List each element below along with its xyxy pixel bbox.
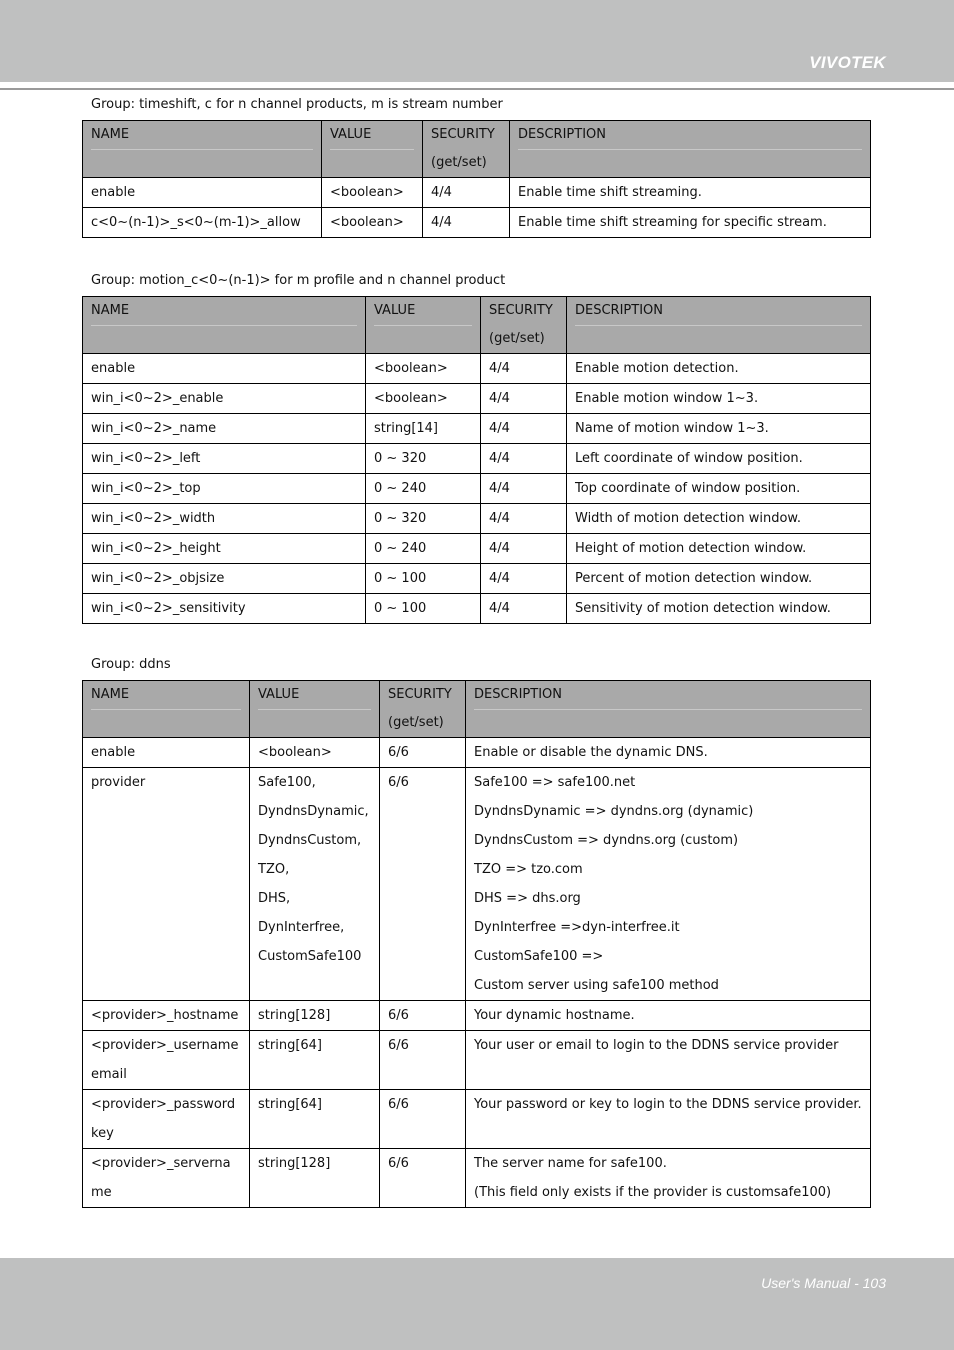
col-header-name: NAME [83, 681, 250, 738]
cell-description-line: Enable or disable the dynamic DNS. [474, 745, 708, 760]
cell-value: 0 ~ 100 [366, 564, 481, 594]
cell-description-line: (This field only exists if the provider is customsafe100) [474, 1185, 832, 1200]
cell-name-line: <provider>_serverna [91, 1156, 231, 1171]
table-row [83, 1149, 871, 1208]
table-header-row [83, 297, 871, 354]
cell-description: Name of motion window 1~3. [567, 414, 871, 444]
cell-name: win_i<0~2>_left [83, 444, 366, 474]
col-header-description: DESCRIPTION [466, 681, 871, 738]
cell-security: 4/4 [481, 504, 567, 534]
cell-value: <boolean> [366, 354, 481, 384]
cell-name: c<0~(n-1)>_s<0~(m-1)>_allow [83, 208, 322, 238]
cell-description: Width of motion detection window. [567, 504, 871, 534]
cell-security: 4/4 [481, 384, 567, 414]
cell-value-line: DynInterfree, [258, 920, 345, 935]
cell-value-line: DyndnsDynamic, [258, 804, 369, 819]
header-rule [0, 88, 954, 90]
cell-value-line: Safe100, [258, 775, 316, 790]
cell-value-line: string[64] [258, 1038, 323, 1053]
cell-name-line: key [91, 1126, 114, 1141]
cell-name [83, 738, 250, 768]
cell-value: <boolean> [322, 208, 423, 238]
cell-name [83, 768, 250, 1001]
cell-description-line: Your user or email to login to the DDNS service provider [474, 1038, 839, 1053]
footer-page-label: User's Manual - 103 [761, 1275, 886, 1291]
table-row [83, 384, 871, 414]
cell-value: 0 ~ 240 [366, 534, 481, 564]
cell-security: 6/6 [380, 1090, 466, 1149]
cell-security: 4/4 [423, 208, 510, 238]
table-row [83, 1001, 871, 1031]
group-title-ddns: Group: ddns [91, 657, 171, 672]
cell-security: 4/4 [481, 474, 567, 504]
table-row [83, 1031, 871, 1090]
cell-description-line: Your password or key to login to the DDNS service provider. [474, 1097, 862, 1112]
cell-name: win_i<0~2>_height [83, 534, 366, 564]
cell-description: Sensitivity of motion detection window. [567, 594, 871, 624]
cell-name: win_i<0~2>_objsize [83, 564, 366, 594]
cell-security: 4/4 [481, 564, 567, 594]
col-header-name: NAME [83, 121, 322, 178]
table-row [83, 354, 871, 384]
table-row [83, 504, 871, 534]
cell-value [250, 1149, 380, 1208]
cell-value-line: <boolean> [258, 745, 332, 760]
col-header-value: VALUE [250, 681, 380, 738]
table-row [83, 1090, 871, 1149]
cell-description [466, 768, 871, 1001]
cell-value [250, 1090, 380, 1149]
cell-value-line: string[64] [258, 1097, 323, 1112]
cell-value [250, 768, 380, 1001]
table-header-row [83, 681, 871, 738]
group-title-motion: Group: motion_c<0~(n-1)> for m profile and n channel product [91, 273, 506, 288]
cell-description-line: Custom server using safe100 method [474, 978, 719, 993]
cell-value-line: DHS, [258, 891, 291, 906]
col-header-security: SECURITY (get/set) [380, 681, 466, 738]
cell-value: <boolean> [322, 178, 423, 208]
table-row [83, 564, 871, 594]
brand-logo-text: VIVOTEK [809, 53, 886, 72]
page-footer-band [0, 1258, 954, 1350]
cell-value-line: string[128] [258, 1008, 331, 1023]
col-header-description: DESCRIPTION [510, 121, 871, 178]
cell-value [250, 1001, 380, 1031]
cell-value-line: string[128] [258, 1156, 331, 1171]
cell-security: 4/4 [481, 594, 567, 624]
cell-security: 6/6 [380, 738, 466, 768]
cell-description-line: DHS => dhs.org [474, 891, 581, 906]
cell-value: <boolean> [366, 384, 481, 414]
cell-description: Enable motion window 1~3. [567, 384, 871, 414]
table-timeshift [82, 120, 871, 238]
cell-description: Enable time shift streaming for specific stream. [510, 208, 871, 238]
cell-name-line: <provider>_password [91, 1097, 236, 1112]
cell-description: Enable motion detection. [567, 354, 871, 384]
cell-security: 4/4 [423, 178, 510, 208]
cell-description [466, 1001, 871, 1031]
cell-name: win_i<0~2>_enable [83, 384, 366, 414]
table-motion [82, 296, 871, 624]
cell-description-line: TZO => tzo.com [474, 862, 583, 877]
cell-value-line: CustomSafe100 [258, 949, 362, 964]
cell-name: win_i<0~2>_name [83, 414, 366, 444]
cell-description [466, 738, 871, 768]
cell-description-line: CustomSafe100 => [474, 949, 604, 964]
cell-value: 0 ~ 320 [366, 504, 481, 534]
cell-name-line: <provider>_hostname [91, 1008, 239, 1023]
table-row [83, 178, 871, 208]
table-ddns [82, 680, 871, 1208]
cell-name: win_i<0~2>_sensitivity [83, 594, 366, 624]
cell-description-line: The server name for safe100. [474, 1156, 667, 1171]
cell-value-line: DyndnsCustom, [258, 833, 362, 848]
cell-name: enable [83, 178, 322, 208]
cell-description-line: DyndnsDynamic => dyndns.org (dynamic) [474, 804, 754, 819]
cell-value: 0 ~ 320 [366, 444, 481, 474]
cell-name-line: me [91, 1185, 112, 1200]
cell-security: 4/4 [481, 354, 567, 384]
cell-description-line: DyndnsCustom => dyndns.org (custom) [474, 833, 739, 848]
col-header-security: SECURITY (get/set) [481, 297, 567, 354]
cell-value: 0 ~ 100 [366, 594, 481, 624]
cell-name: enable [83, 354, 366, 384]
cell-security: 4/4 [481, 414, 567, 444]
table-row [83, 768, 871, 1001]
cell-security: 4/4 [481, 444, 567, 474]
cell-description: Enable time shift streaming. [510, 178, 871, 208]
cell-name: win_i<0~2>_width [83, 504, 366, 534]
cell-description: Percent of motion detection window. [567, 564, 871, 594]
cell-description [466, 1149, 871, 1208]
col-header-name: NAME [83, 297, 366, 354]
cell-description: Left coordinate of window position. [567, 444, 871, 474]
col-header-value: VALUE [366, 297, 481, 354]
group-title-timeshift: Group: timeshift, c for n channel products, m is stream number [91, 97, 503, 112]
cell-description-line: Your dynamic hostname. [474, 1008, 635, 1023]
table-row [83, 414, 871, 444]
cell-security: 6/6 [380, 1001, 466, 1031]
cell-security: 6/6 [380, 1031, 466, 1090]
cell-name-line: provider [91, 775, 146, 790]
col-header-description: DESCRIPTION [567, 297, 871, 354]
cell-description: Height of motion detection window. [567, 534, 871, 564]
cell-name [83, 1031, 250, 1090]
cell-name-line: email [91, 1067, 127, 1082]
cell-name-line: <provider>_username [91, 1038, 239, 1053]
cell-name: win_i<0~2>_top [83, 474, 366, 504]
table-header-row [83, 121, 871, 178]
cell-value: string[14] [366, 414, 481, 444]
cell-description: Top coordinate of window position. [567, 474, 871, 504]
cell-name [83, 1090, 250, 1149]
cell-name [83, 1001, 250, 1031]
cell-security: 6/6 [380, 1149, 466, 1208]
cell-value [250, 1031, 380, 1090]
cell-description-line: Safe100 => safe100.net [474, 775, 636, 790]
table-row [83, 444, 871, 474]
table-row [83, 534, 871, 564]
cell-security: 4/4 [481, 534, 567, 564]
table-row [83, 738, 871, 768]
cell-value [250, 738, 380, 768]
cell-name [83, 1149, 250, 1208]
cell-description [466, 1090, 871, 1149]
cell-description [466, 1031, 871, 1090]
cell-value: 0 ~ 240 [366, 474, 481, 504]
table-row [83, 594, 871, 624]
cell-description-line: DynInterfree =>dyn-interfree.it [474, 920, 680, 935]
col-header-security: SECURITY (get/set) [423, 121, 510, 178]
table-row [83, 474, 871, 504]
col-header-value: VALUE [322, 121, 423, 178]
table-row [83, 208, 871, 238]
cell-security: 6/6 [380, 768, 466, 1001]
cell-value-line: TZO, [258, 862, 290, 877]
cell-name-line: enable [91, 745, 136, 760]
